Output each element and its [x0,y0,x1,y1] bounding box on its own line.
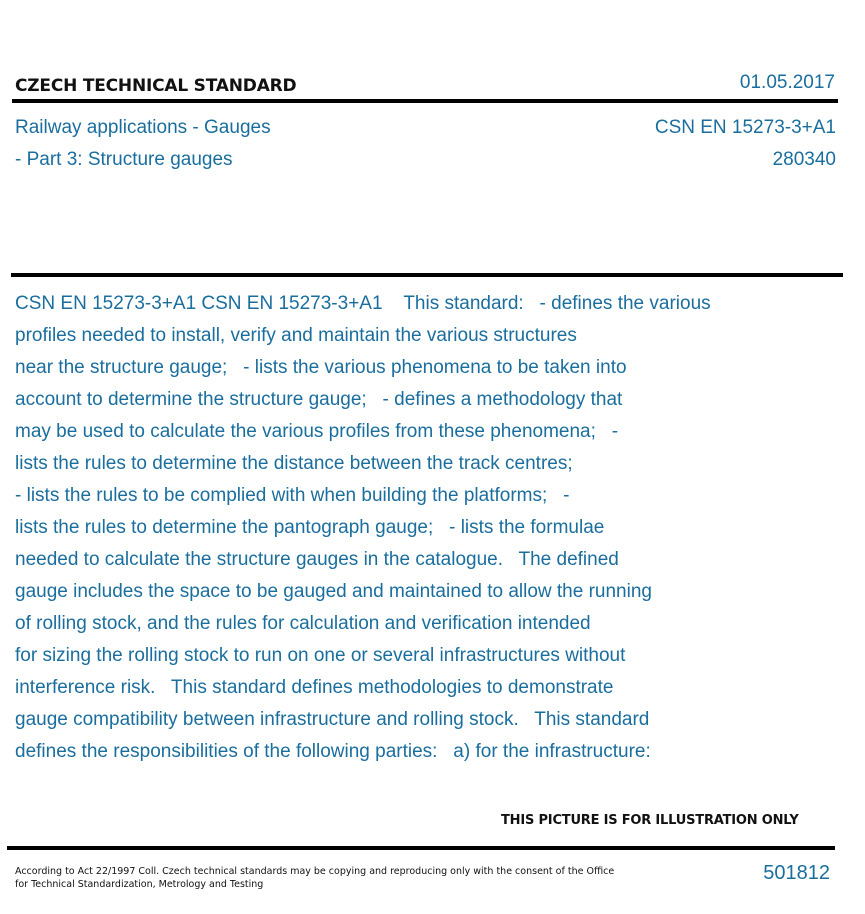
standard-title-line-2: - Part 3: Structure gauges [15,149,233,170]
abstract-line: may be used to calculate the various profiles from these phenomena; - [15,421,619,442]
abstract-line: profiles needed to install, verify and maintain the various structures [15,325,577,346]
standard-abstract [15,288,845,768]
abstract-line: of rolling stock, and the rules for calculation and verification intended [15,613,591,634]
classification-number: 280340 [772,149,836,170]
abstract-line: for sizing the rolling stock to run on one or several infrastructures without [15,645,626,666]
publication-date: 01.05.2017 [739,72,835,93]
standard-code: CSN EN 15273-3+A1 [654,117,836,138]
document-category: CZECH TECHNICAL STANDARD [15,76,297,96]
illustration-notice: THIS PICTURE IS FOR ILLUSTRATION ONLY [501,813,799,828]
abstract-line: lists the rules to determine the distance between the track centres; [15,453,573,474]
abstract-line: defines the responsibilities of the following parties: a) for the infrastructure: [15,741,651,762]
top-divider [12,99,838,103]
abstract-line: account to determine the structure gauge; - defines a methodology that [15,389,623,410]
document-number: 501812 [763,862,830,884]
standard-title-line-1: Railway applications - Gauges [15,117,271,138]
middle-divider [11,273,843,277]
legal-notice-line: for Technical Standardization, Metrology and Testing [15,879,264,890]
abstract-line: - lists the rules to be complied with when building the platforms; - [15,485,570,506]
bottom-divider [7,846,835,850]
abstract-line: interference risk. This standard defines methodologies to demonstrate [15,677,614,698]
abstract-line: gauge includes the space to be gauged and maintained to allow the running [15,581,652,602]
legal-notice [15,865,614,891]
legal-notice-line: According to Act 22/1997 Coll. Czech technical standards may be copying and reproducing only with the consent of the Office [15,866,615,877]
abstract-line: near the structure gauge; - lists the various phenomena to be taken into [15,357,627,378]
abstract-line: lists the rules to determine the pantograph gauge; - lists the formulae [15,517,605,538]
abstract-line: needed to calculate the structure gauges in the catalogue. The defined [15,549,619,570]
abstract-line: gauge compatibility between infrastructure and rolling stock. This standard [15,709,650,730]
abstract-line: CSN EN 15273-3+A1 CSN EN 15273-3+A1 This standard: - defines the various [15,293,711,314]
